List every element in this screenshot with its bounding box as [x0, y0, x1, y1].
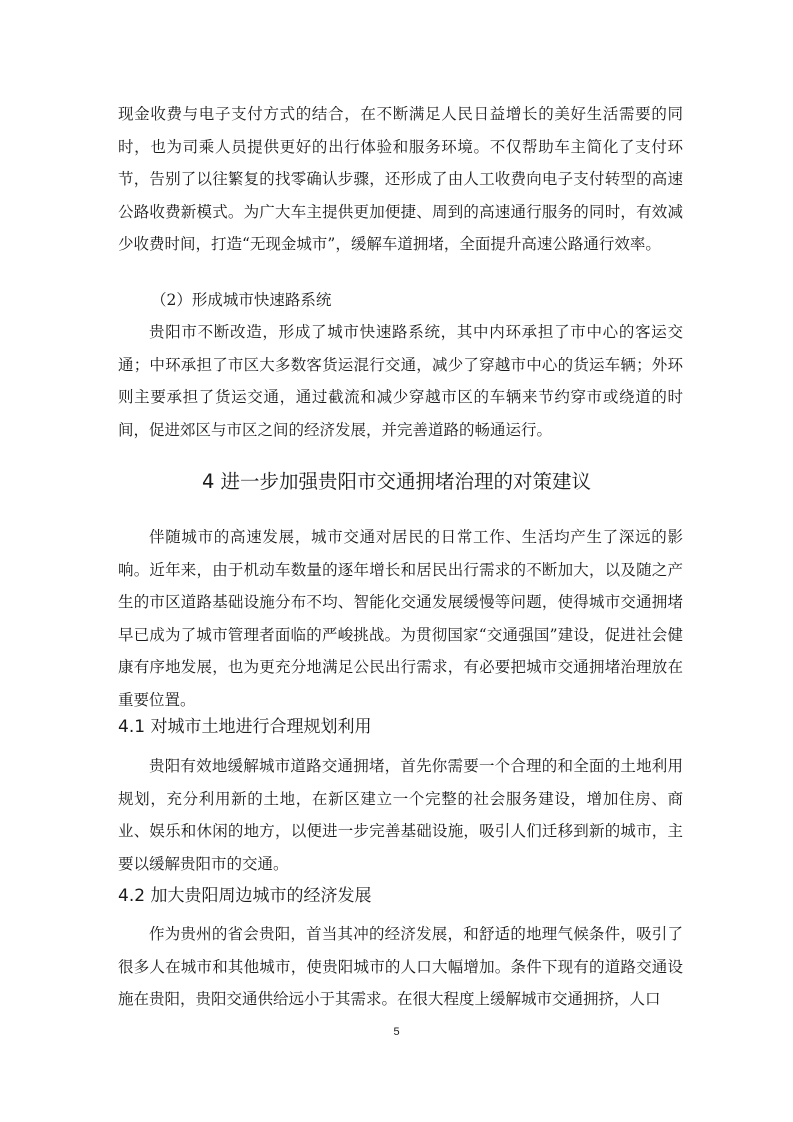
paragraph-land-planning: 贵阳有效地缓解城市道路交通拥堵，首先你需要一个合理的和全面的土地利用规划，充分利用新的土地，在新区建立一个完整的社会服务建设，增加住房、商业、娱乐和休闲的地方，以便进一步完善基础设施，吸引人们迁移到新的城市，主要以缓解贵阳市的交通。 — [118, 757, 683, 873]
subsection-4-2-heading: 4.2 加大贵阳周边城市的经济发展 — [118, 886, 372, 906]
paragraph-payment-modes: 现金收费与电子支付方式的结合，在不断满足人民日益增长的美好生活需要的同时，也为司乘人员提供更好的出行体验和服务环境。不仅帮助车主简化了支付环节，告别了以往繁复的找零确认步骤，还形成了由人工收费向电子支付转型的高速公路收费新模式。为广大车主提供更加便捷、周到的高速通行服务的同时，有效减少收费时间，打造“无现金城市”，缓解车道拥堵，全面提升高速公路通行效率。 — [118, 105, 683, 253]
list-item-expressway-heading: （2）形成城市快速路系统 — [151, 291, 332, 309]
paragraph-expressway-system: 贵阳市不断改造，形成了城市快速路系统，其中内环承担了市中心的客运交通；中环承担了市区大多数客货运混行交通，减少了穿越市中心的货运车辆；外环则主要承担了货运交通，通过截流和减少穿越市区的车辆来节约穿市或绕道的时间，促进郊区与市区之间的经济发展，并完善道路的畅通运行。 — [118, 323, 683, 439]
paragraph-section-4-intro: 伴随城市的高速发展，城市交通对居民的日常工作、生活均产生了深远的影响。近年来，由于机动车数量的逐年增长和居民出行需求的不断加大，以及随之产生的市区道路基础设施分布不均、智能化交通发展缓慢等问题，使得城市交通拥堵早已成为了城市管理者面临的严峻挑战。为贯彻国家“交通强国”建设，促进社会健康有序地发展，也为更充分地满足公民出行需求，有必要把城市交通拥堵治理放在重要位置。 — [118, 528, 683, 709]
paragraph-regional-economy: 作为贵州的省会贵阳，首当其冲的经济发展，和舒适的地理气候条件，吸引了很多人在城市和其他城市，使贵阳城市的人口大幅增加。条件下现有的道路交通设施在贵阳，贵阳交通供给远小于其需求。在很大程度上缓解城市交通拥挤，人口 — [118, 925, 683, 1008]
section-4-heading: 4 进一步加强贵阳市交通拥堵治理的对策建议 — [201, 470, 592, 493]
subsection-4-1-heading: 4.1 对城市土地进行合理规划利用 — [118, 717, 372, 737]
page-number: 5 — [393, 1026, 400, 1038]
